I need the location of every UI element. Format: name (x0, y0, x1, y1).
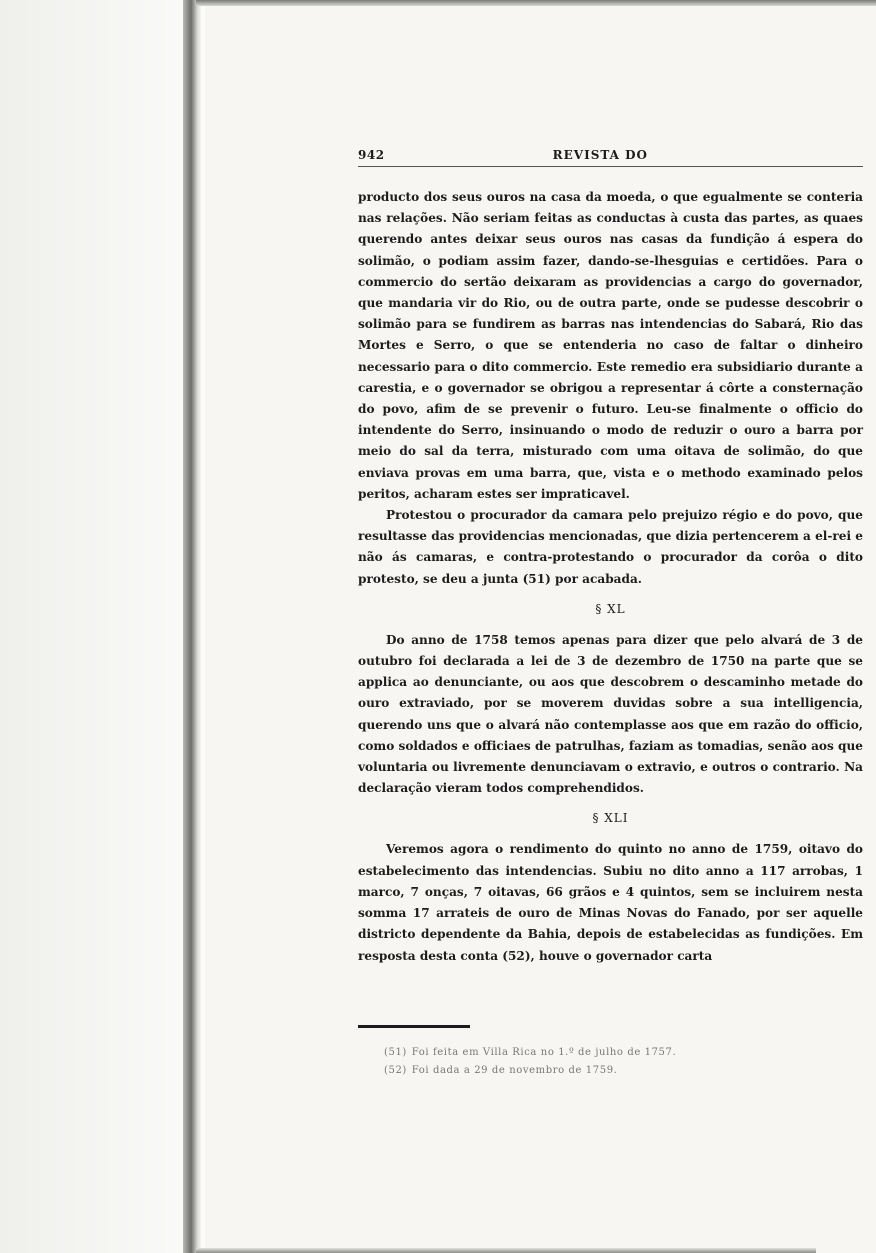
page-number: 942 (358, 148, 385, 162)
footnote-rule (358, 1025, 470, 1028)
footnote-text: Foi feita em Villa Rica no 1.º de julho de 1757. (411, 1046, 677, 1058)
section-heading-xli: § XLI (592, 811, 629, 826)
paragraph-1: producto dos seus ouros na casa da moeda, o que egualmente se conteria nas relações. Não seriam feitas as conductas à custa das partes, as quaes querendo antes deixar seus ouros nas casas da fundição á espera do solimão, o podiam assim fazer, dando-se-lhesguias e certidões. Para o commercio do sertão deixaram as providencias a cargo do governador, que mandaria vir do Rio, ou de outra parte, onde se pudesse descobrir o solimão para se fundirem as barras nas intendencias do Sabará, Rio das Mortes e Serro, o que se entenderia no caso de faltar o dinheiro necessario para o dito commercio. Este remedio era subsidiario durante a carestia, e o governador se obrigou a representar á côrte a consternação do povo, afim de se prevenir o futuro. Leu-se finalmente o officio do intendente do Serro, insinuando o modo de reduzir o ouro a barra por meio do sal da terra, misturado com uma oitava de solimão, do que enviava provas em uma barra, que, vista e o methodo examinado pelos peritos, acharam estes ser impraticavel. (358, 190, 863, 501)
paragraph-3: Do anno de 1758 temos apenas para dizer que pelo alvará de 3 de outubro foi declarada a lei de 3 de dezembro de 1750 na parte que se applica ao denunciante, ou aos que descobrem o descaminho metade do ouro extraviado, por se moverem duvidas sobre a sua intelligencia, querendo uns que o alvará não contemplasse aos que em razão do officio, como soldados e officiaes de patrulhas, faziam as tomadias, senão aos que voluntaria ou livremente denunciavam o extravio, e outros o contrario. Na declaração vieram todos comprehendidos. (358, 632, 863, 796)
section-heading-xl: § XL (595, 601, 626, 616)
book-spine-shadow (183, 0, 201, 1253)
footnote-number: (52) (384, 1064, 407, 1076)
footnote-text: Foi dada a 29 de novembro de 1759. (411, 1064, 618, 1076)
footnote-52 (358, 1062, 863, 1080)
scan-bottom-edge (196, 1248, 816, 1253)
scan-top-edge (196, 0, 876, 6)
page-header (358, 148, 863, 167)
paragraph-2: Protestou o procurador da camara pelo prejuizo régio e do povo, que resultasse das providencias mencionadas, que dizia pertencerem a el-rei e não ás camaras, e contra-protestando o procurador da corôa o dito protesto, se deu a junta (51) por acabada. (358, 508, 863, 586)
scan-margin (0, 0, 205, 1253)
page-body (358, 148, 863, 1080)
footnote-51 (358, 1044, 863, 1062)
footnote-number: (51) (384, 1046, 407, 1058)
running-head: REVISTA DO (552, 148, 648, 162)
paragraph-4: Veremos agora o rendimento do quinto no anno de 1759, oitavo do estabelecimento das intendencias. Subiu no dito anno a 117 arrobas, 1 marco, 7 onças, 7 oitavas, 66 grãos e 4 quintos, sem se incluirem nesta somma 17 arrateis de ouro de Minas Novas do Fanado, por ser aquelle districto dependente da Bahia, depois de estabelecidas as fundições. Em resposta desta conta (52), houve o governador carta (358, 842, 863, 963)
